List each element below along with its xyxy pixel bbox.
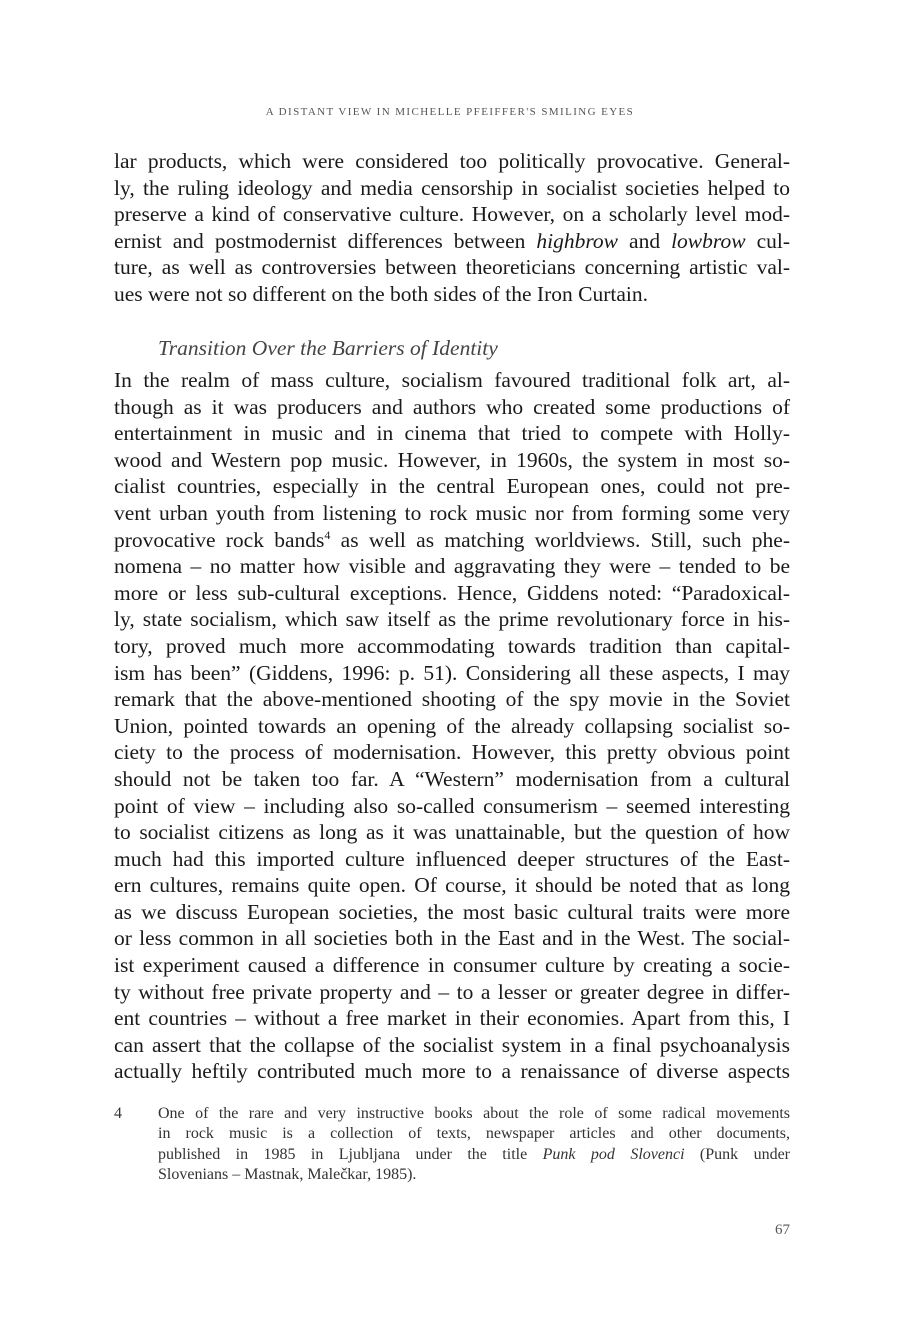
- footnote-line: Slovenians – Mastnak, Malečkar, 1985).: [158, 1166, 417, 1184]
- text-line: to socialist citizens as long as it was unattainable, but the question of how: [114, 820, 790, 845]
- text-line: lar products, which were considered too politically provocative. General-: [114, 149, 790, 173]
- text-line: as we discuss European societies, the most basic cultural traits were more: [114, 899, 790, 924]
- text-line: [114, 527, 790, 554]
- footnote-number: 4: [114, 1105, 122, 1122]
- text-line: ture, as well as controversies between theoreticians concerning artistic val-: [114, 255, 790, 280]
- running-head: A DISTANT VIEW IN MICHELLE PFEIFFER'S SMILING EYES: [265, 106, 635, 118]
- text-line: should not be taken too far. A “Western” modernisation from a cultural: [114, 766, 790, 791]
- text-line: ist experiment caused a difference in consumer culture by creating a socie-: [114, 953, 790, 978]
- body-paragraph-2: [114, 367, 790, 1085]
- text-run: (Punk under: [684, 1145, 791, 1163]
- footnote-line: One of the rare and very instructive books about the role of some radical movements: [158, 1105, 790, 1122]
- text-line: tory, proved much more accommodating towards tradition than capital-: [114, 633, 790, 658]
- text-line: entertainment in music and in cinema that tried to compete with Holly-: [114, 421, 790, 446]
- text-line: ty without free private property and – to a lesser or greater degree in differ-: [114, 979, 790, 1004]
- text-line: In the realm of mass culture, socialism favoured traditional folk art, al-: [114, 368, 790, 392]
- body-paragraph-1: [114, 148, 790, 308]
- text-line: cialist countries, especially in the central European ones, could not pre-: [114, 474, 790, 499]
- text-line: or less common in all societies both in the East and in the West. The social-: [114, 926, 790, 951]
- text-run: published in 1985 in Ljubljana under the title: [158, 1145, 543, 1163]
- page-number: 67: [775, 1222, 790, 1238]
- text-line: ent countries – without a free market in their economies. Apart from this, I: [114, 1006, 790, 1031]
- text-line: Union, pointed towards an opening of the already collapsing socialist so-: [114, 713, 790, 738]
- text-line: point of view – including also so-called consumerism – seemed interesting: [114, 793, 790, 818]
- text-line: ern cultures, remains quite open. Of course, it should be noted that as long: [114, 873, 790, 898]
- text-line: more or less sub-cultural exceptions. Hence, Giddens noted: “Paradoxical-: [114, 580, 790, 605]
- text-line: preserve a kind of conservative culture. However, on a scholarly level mod-: [114, 202, 790, 227]
- footnote-text: [158, 1104, 790, 1186]
- text-line: ly, the ruling ideology and media censorship in socialist societies helped to: [114, 175, 790, 200]
- text-run: and: [618, 228, 672, 253]
- footnote-line: [158, 1145, 790, 1165]
- text-line: ciety to the process of modernisation. However, this pretty obvious point: [114, 740, 790, 765]
- text-run: cul-: [745, 228, 790, 253]
- italic-term: highbrow: [536, 228, 619, 253]
- text-line: vent urban youth from listening to rock music nor from forming some very: [114, 500, 790, 525]
- footnote-reference[interactable]: 4: [324, 527, 331, 542]
- italic-term: lowbrow: [671, 228, 746, 253]
- text-line: ism has been” (Giddens, 1996: p. 51). Considering all these aspects, I may: [114, 660, 790, 685]
- text-line: can assert that the collapse of the socialist system in a final psychoanalysis: [114, 1032, 790, 1057]
- text-line: much had this imported culture influenced deeper structures of the East-: [114, 846, 790, 871]
- text-run: provocative rock bands: [114, 527, 325, 552]
- text-run: as well as matching worldviews. Still, such phe-: [330, 527, 790, 552]
- text-line: ues were not so different on the both sides of the Iron Curtain.: [114, 281, 648, 306]
- text-line: remark that the above-mentioned shooting of the spy movie in the Soviet: [114, 687, 790, 712]
- text-line: though as it was producers and authors who created some productions of: [114, 394, 790, 419]
- section-heading: Transition Over the Barriers of Identity: [158, 336, 498, 360]
- text-line: nomena – no matter how visible and aggravating they were – tended to be: [114, 554, 790, 579]
- text-run: ernist and postmodernist differences between: [114, 228, 537, 253]
- text-line: actually heftily contributed much more to a renaissance of diverse aspects: [114, 1059, 790, 1084]
- text-line: ly, state socialism, which saw itself as the prime revolutionary force in his-: [114, 607, 790, 632]
- text-line: wood and Western pop music. However, in 1960s, the system in most so-: [114, 447, 790, 472]
- text-line: [114, 228, 790, 255]
- italic-title: Punk pod Slovenci: [542, 1145, 685, 1163]
- footnote-line: in rock music is a collection of texts, newspaper articles and other documents,: [158, 1125, 790, 1143]
